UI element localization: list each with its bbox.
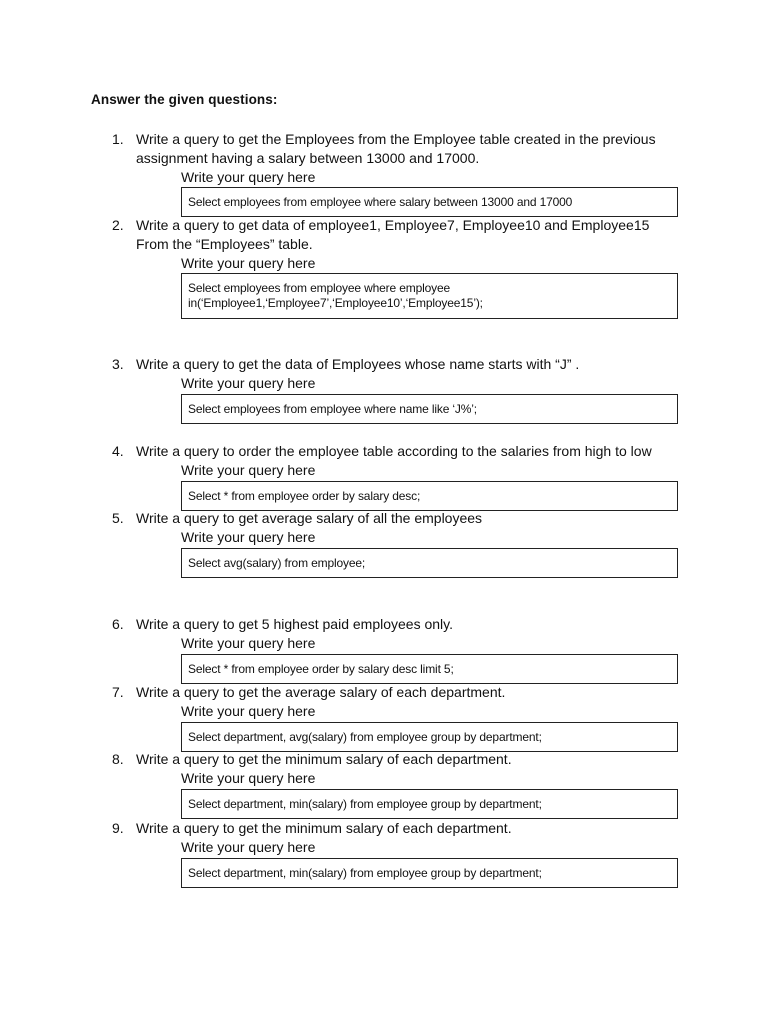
query-hint-label: Write your query here — [181, 529, 316, 545]
question-number: 6. — [112, 616, 124, 632]
query-hint-label: Write your query here — [181, 375, 316, 391]
query-hint-label: Write your query here — [181, 770, 316, 786]
question-text: Write a query to get the Employees from the Employee table created in the previous assignment having a salary between 13000 and 17000. — [136, 131, 656, 166]
answer-box[interactable]: Select department, avg(salary) from employee group by department; — [181, 722, 678, 752]
query-hint-label: Write your query here — [181, 169, 316, 185]
answer-box[interactable]: Select * from employee order by salary desc; — [181, 481, 678, 511]
question-text: Write a query to get the minimum salary of each department. — [136, 751, 512, 767]
question-text: Write a query to get the average salary of each department. — [136, 684, 506, 700]
question-number: 3. — [112, 356, 124, 372]
answer-box[interactable]: Select employees from employee where employee in(‘Employee1,‘Employee7’,‘Employee10’,‘Employee15’); — [181, 273, 678, 319]
question-number: 2. — [112, 217, 124, 233]
answer-box[interactable]: Select avg(salary) from employee; — [181, 548, 678, 578]
query-hint-label: Write your query here — [181, 462, 316, 478]
answer-box[interactable]: Select employees from employee where name like ‘J%’; — [181, 394, 678, 424]
question-number: 9. — [112, 820, 124, 836]
question-number: 5. — [112, 510, 124, 526]
answer-box[interactable]: Select * from employee order by salary desc limit 5; — [181, 654, 678, 684]
question-text: Write a query to order the employee table according to the salaries from high to low — [136, 443, 652, 459]
question-number: 8. — [112, 751, 124, 767]
query-hint-label: Write your query here — [181, 703, 316, 719]
query-hint-label: Write your query here — [181, 839, 316, 855]
query-hint-label: Write your query here — [181, 255, 316, 271]
answer-box[interactable]: Select employees from employee where salary between 13000 and 17000 — [181, 187, 678, 217]
page-heading: Answer the given questions: — [91, 92, 278, 107]
query-hint-label: Write your query here — [181, 635, 316, 651]
question-number: 1. — [112, 131, 124, 147]
answer-box[interactable]: Select department, min(salary) from employee group by department; — [181, 789, 678, 819]
question-number: 4. — [112, 443, 124, 459]
question-text: Write a query to get the data of Employees whose name starts with “J” . — [136, 356, 580, 372]
question-text: Write a query to get the minimum salary of each department. — [136, 820, 512, 836]
question-text: Write a query to get average salary of all the employees — [136, 510, 483, 526]
question-text: Write a query to get 5 highest paid employees only. — [136, 616, 453, 632]
question-text: Write a query to get data of employee1, Employee7, Employee10 and Employee15 From the “Employees” table. — [136, 217, 650, 252]
question-number: 7. — [112, 684, 124, 700]
answer-box[interactable]: Select department, min(salary) from employee group by department; — [181, 858, 678, 888]
